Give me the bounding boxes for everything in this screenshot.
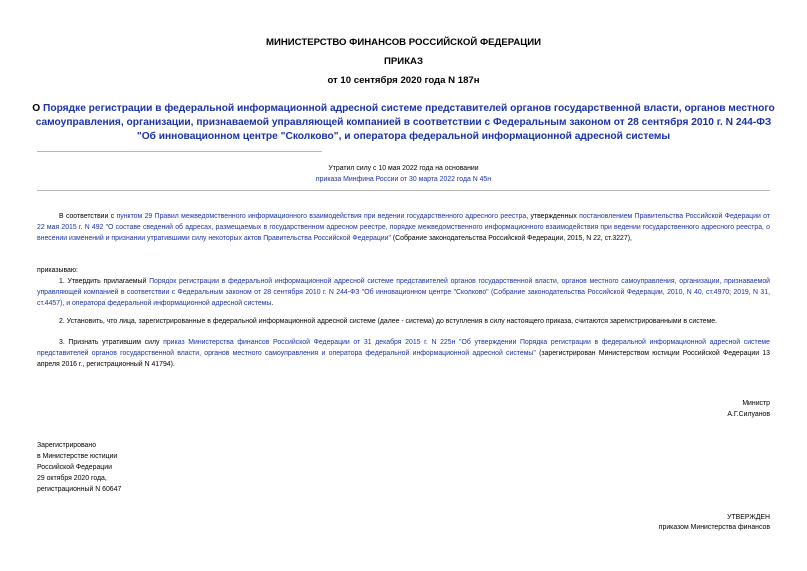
document-title: [30, 102, 777, 144]
item-3: 3. Признать утратившим силу приказ Министерства финансов Российской Федерации от 31 декабря 2015 г. N 225н "Об утверждении Порядка регистрации в федеральной информационной адресной системе представителей органов государственной власти, органов местного самоуправления и оператора федеральной информационной адресной системы" (зарегистрирован Министерством юстиции Российской Федерации 13 апреля 2016 г., регистрационный N 41794).: [37, 339, 770, 369]
preamble-paragraph: В соответствии с пунктом 29 Правил межведомственного информационного взаимодействия при ведении государственного адресного реестра, утвержденных постановлением Правительства Российской Федерации от 22 мая 2015 г. N 492 "О составе сведений об адресах, размещаемых в государственном адресном реестре, порядке межведомственного информационного взаимодействия при ведении государственного адресного реестра, о внесении изменений и признании утратившими силу некоторых актов Правительства Российской Федерации" (Собрание законодательства Российской Федерации, 2015, N 22, ст.3227),: [37, 213, 770, 243]
divider-short: [37, 151, 322, 152]
item-2: 2. Установить, что лица, зарегистрированные в федеральной информационной адресной системе (далее - система) до вступления в силу настоящего приказа, считаются зарегистрированными в системе.: [59, 318, 718, 325]
link-order-225n[interactable]: приказ Министерства финансов Российской Федерации от 31 декабря 2015 г. N 225н "Об утверждении Порядка регистрации в федеральной информационной адресной системе представителей органов государственной власти, органов местного самоуправления и оператора федеральной информационной адресной системы": [37, 339, 770, 358]
document-date-number: от 10 сентября 2020 года N 187н: [327, 75, 480, 86]
document-type: ПРИКАЗ: [384, 56, 423, 67]
ministry-heading: МИНИСТЕРСТВО ФИНАНСОВ РОССИЙСКОЙ ФЕДЕРАЦИИ: [265, 37, 542, 48]
status-note-link[interactable]: приказа Минфина России от 30 марта 2022 года N 45н: [315, 176, 492, 183]
link-item-29[interactable]: пунктом 29: [116, 213, 153, 220]
link-resolution-492[interactable]: постановлением Правительства Российской Федерации от 22 мая 2015 г. N 492 "О составе сведений об адресах, размещаемых в государственном адресном реестре, порядке межведомственного информационного взаимодействия при ведении государственного адресного реестра, о внесении изменений и признании утратившими силу некоторых актов Правительства Российской Федерации": [37, 213, 770, 243]
status-note-text: Утратил силу с 10 мая 2022 года на основании: [328, 165, 479, 172]
title-link[interactable]: Порядке регистрации в федеральной информационной адресной системе представителей органов государственной власти, органов местного самоуправления, организации, признаваемой управляющей компанией в соответствии с Федеральным законом от 28 сентября 2010 г. N 244-ФЗ "Об инновационном центре "Сколково", и оператора федеральной информационной адресной системы: [35, 103, 775, 142]
divider-long: [37, 190, 770, 191]
registration-block: Зарегистрировано в Министерстве юстиции Российской Федерации 29 октября 2020 года, регистрационный N 60647: [37, 442, 122, 493]
item-1: 1. Утвердить прилагаемый Порядок регистрации в федеральной информационной адресной системе представителей органов государственной власти, органов местного самоуправления, организации, признаваемой управляющей компанией в соответствии с Федеральным законом от 28 сентября 2010 г. N 244-ФЗ "Об инновационном центре "Сколково" (Собрание законодательства Российской Федерации, 2010, N 40, ст.4970; 2019, N 31, ст.4457), и оператора федеральной информационной адресной системы.: [37, 278, 771, 308]
title-prefix: О: [32, 103, 44, 114]
signature-position: Министр: [742, 400, 770, 407]
approval-label: УТВЕРЖДЕН: [727, 514, 770, 521]
signature-name: А.Г.Силуанов: [727, 411, 770, 418]
link-rules[interactable]: Правил межведомственного информационного взаимодействия при ведении государственного адресного реестра: [154, 213, 527, 220]
order-word: приказываю:: [37, 267, 78, 274]
approval-by: приказом Министерства финансов: [658, 524, 770, 531]
link-registration-procedure[interactable]: Порядок регистрации в федеральной информационной адресной системе представителей органов государственной власти, органов местного самоуправления, организации, признаваемой управляющей компанией в соответствии с Федеральным законом от 28 сентября 2010 г. N 244-ФЗ "Об инновационном центре "Сколково" (Собрание законодательства Российской Федерации, 2010, N 40, ст.4970; 2019, N 31, ст.4457), и оператора федеральной информационной адресной системы: [37, 278, 771, 308]
